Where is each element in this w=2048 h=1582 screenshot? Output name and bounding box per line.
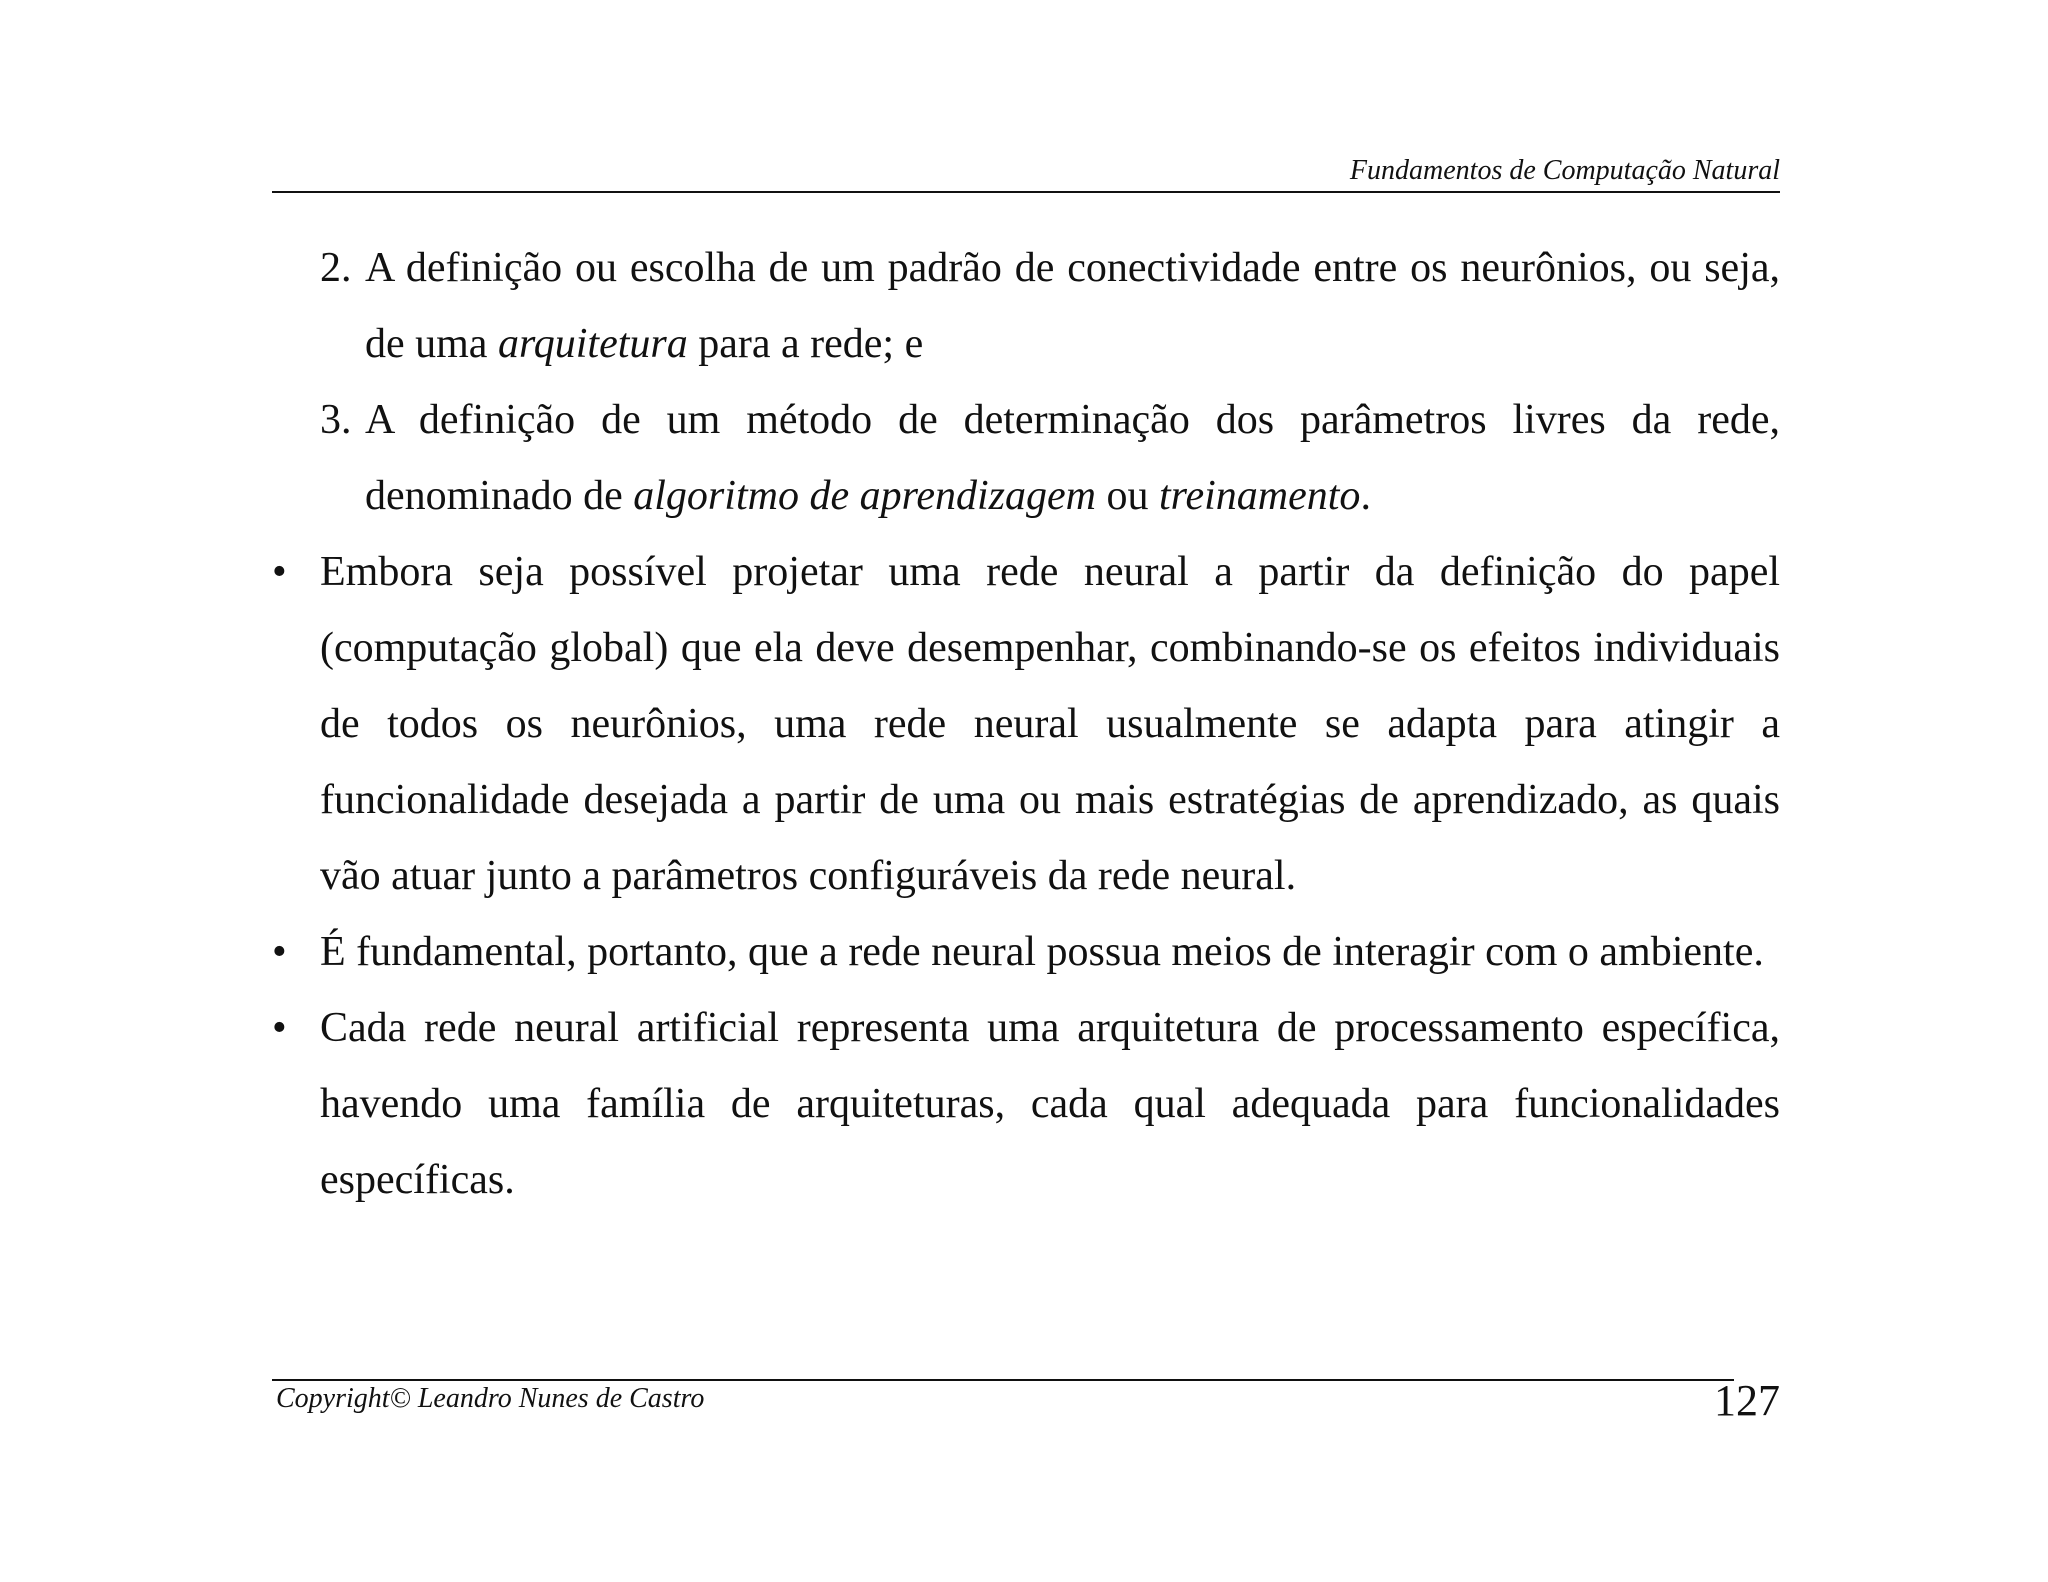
item-term-treinamento: treinamento [1159, 473, 1361, 519]
item-text: É fundamental, portanto, que a rede neural possua meios de interagir com o ambiente. [320, 929, 1764, 975]
item-text: para a rede; e [687, 321, 924, 367]
bullet-icon: • [272, 929, 287, 975]
page-body [272, 230, 1780, 1218]
page-number: 127 [1714, 1376, 1780, 1425]
item-text: Embora seja possível projetar uma rede neural a partir da definição do papel (computação global) que ela deve desempenhar, combinando-se os efeitos individuais de todos os neurônios, uma rede neural usualmente se adapta para atingir a funcionalidade desejada a partir de uma ou mais estratégias de aprendizado, as quais vão atuar junto a parâmetros configuráveis da rede neural. [320, 549, 1780, 899]
item-text: Cada rede neural artificial representa uma arquitetura de processamento específica, havendo uma família de arquiteturas, cada qual adequada para funcionalidades específicas. [320, 1005, 1780, 1203]
bullet-item-cada-rede [272, 990, 1780, 1218]
item-text: A definição de um método de determinação dos parâmetros livres da rede, denominado de [365, 397, 1780, 519]
item-number: 3. [320, 397, 352, 443]
footer-rule [272, 1379, 1734, 1381]
item-term-arquitetura: arquitetura [497, 321, 688, 367]
copyright-notice: Copyright© Leandro Nunes de Castro [276, 1383, 705, 1414]
item-text: . [1360, 473, 1371, 519]
item-number: 2. [320, 245, 352, 291]
item-term-algoritmo: algoritmo de aprendizagem [633, 473, 1097, 519]
bullet-item-embora [272, 534, 1780, 914]
bullet-icon: • [272, 549, 287, 595]
numbered-item-2 [272, 230, 1780, 382]
running-header: Fundamentos de Computação Natural [1349, 155, 1780, 186]
item-text: A definição ou escolha de um padrão de conectividade entre os neurônios, ou seja, de uma [365, 245, 1780, 367]
bullet-icon: • [272, 1005, 287, 1051]
item-text: ou [1096, 473, 1160, 519]
header-rule [272, 191, 1780, 193]
bullet-item-fundamental [272, 914, 1780, 990]
numbered-item-3 [272, 382, 1780, 534]
